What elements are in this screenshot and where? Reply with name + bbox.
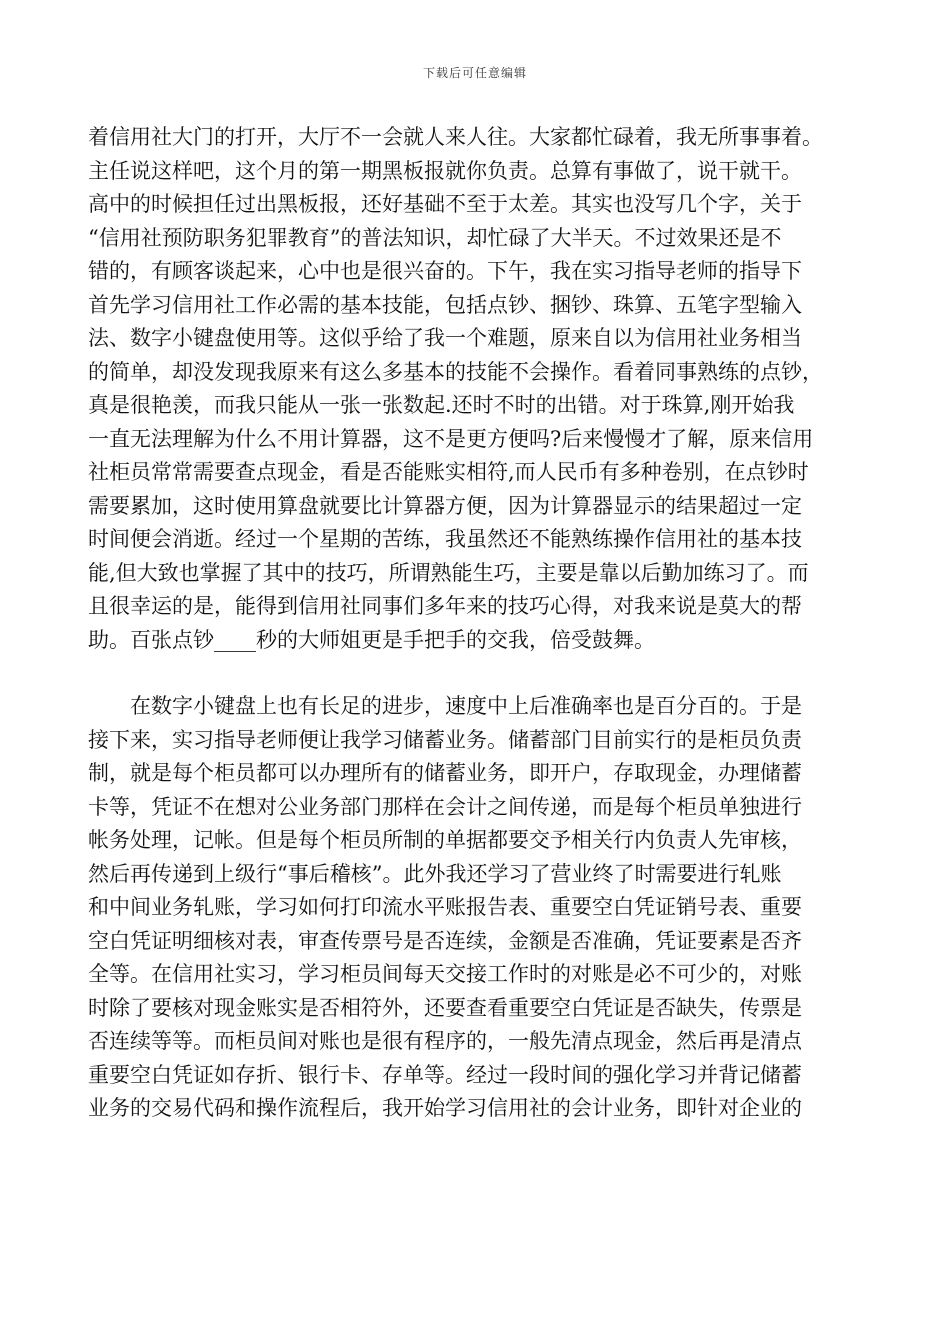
text-line: 帐务处理，记帐。但是每个柜员所制的单据都要交予相关行内负责人先审核， xyxy=(88,828,802,852)
text-line: 制，就是每个柜员都可以办理所有的储蓄业务，即开户，存取现金，办理储蓄 xyxy=(88,761,802,785)
text-line: 着信用社大门的打开，大厅不一会就人来人往。大家都忙碌着，我无所事事着。 xyxy=(88,125,823,149)
text-line: 的简单，却没发现我原来有这么多基本的技能不会操作。看着同事熟练的点钞， xyxy=(88,359,823,384)
document-body xyxy=(88,121,863,1126)
text-line: 空白凭证明细核对表，审查传票号是否连续，金额是否准确，凭证要素是否齐 xyxy=(88,928,802,953)
paragraph-2 xyxy=(88,690,863,1126)
text-line: 一直无法理解为什么不用计算器，这不是更方便吗?后来慢慢才了解，原来信用 xyxy=(88,426,814,451)
text-line: 主任说这样吧，这个月的第一期黑板报就你负责。总算有事做了，说干就干。 xyxy=(88,158,802,183)
text-line: 卡等，凭证不在想对公业务部门那样在会计之间传递，而是每个柜员单独进行 xyxy=(88,794,802,819)
text-line: 接下来，实习指导老师便让我学习储蓄业务。储蓄部门目前实行的是柜员负责 xyxy=(88,727,802,752)
text-line: 错的，有顾客谈起来，心中也是很兴奋的。下午，我在实习指导老师的指导下 xyxy=(88,259,802,283)
text-line: 否连续等等。而柜员间对账也是很有程序的，一般先清点现金，然后再是清点 xyxy=(88,1029,802,1053)
text-line: 能,但大致也掌握了其中的技巧，所谓熟能生巧，主要是靠以后勤加练习了。而 xyxy=(88,560,809,585)
text-line: 时除了要核对现金账实是否相符外，还要查看重要空白凭证是否缺失，传票是 xyxy=(88,995,802,1020)
paragraph-1 xyxy=(88,121,863,657)
text-line: “信用社预防职务犯罪教育”的普法知识，却忙碌了大半天。不过效果还是不 xyxy=(88,225,782,250)
text-line: 法、数字小键盘使用等。这似乎给了我一个难题，原来自以为信用社业务相当 xyxy=(88,326,802,350)
page-header: 下载后可任意编辑 xyxy=(422,66,527,80)
text-line: 高中的时候担任过出黑板报，还好基础不至于太差。其实也没写几个字，关于 xyxy=(88,192,802,216)
text-line: 首先学习信用社工作必需的基本技能，包括点钞、捆钞、珠算、五笔字型输入 xyxy=(88,292,802,317)
text-line: 需要累加，这时使用算盘就要比计算器方便，因为计算器显示的结果超过一定 xyxy=(88,493,802,518)
text-line: 社柜员常常需要查点现金，看是否能账实相符,而人民币有多种卷别，在点钞时 xyxy=(88,460,809,484)
text-line: 和中间业务轧账，学习如何打印流水平账报告表、重要空白凭证销号表、重要 xyxy=(88,895,802,919)
text-line: 在数字小键盘上也有长足的进步，速度中上后准确率也是百分百的。于是 xyxy=(88,694,802,718)
text-line: 然后再传递到上级行“事后稽核”。此外我还学习了营业终了时需要进行轧账 xyxy=(88,861,782,886)
text-line: 重要空白凭证如存折、银行卡、存单等。经过一段时间的强化学习并背记储蓄 xyxy=(88,1062,802,1087)
text-line: 助。百张点钞____秒的大师姐更是手把手的交我，倍受鼓舞。 xyxy=(88,627,655,652)
text-line: 真是很艳羡，而我只能从一张一张数起.还时不时的出错。对于珠算,刚开始我 xyxy=(88,393,795,417)
paragraph-spacer xyxy=(88,657,863,690)
text-line: 业务的交易代码和操作流程后，我开始学习信用社的会计业务，即针对企业的 xyxy=(88,1096,802,1120)
text-line: 时间便会消逝。经过一个星期的苦练，我虽然还不能熟练操作信用社的基本技 xyxy=(88,527,802,551)
text-line: 全等。在信用社实习，学习柜员间每天交接工作时的对账是必不可少的，对账 xyxy=(88,962,802,986)
text-line: 且很幸运的是，能得到信用社同事们多年来的技巧心得，对我来说是莫大的帮 xyxy=(88,594,802,618)
